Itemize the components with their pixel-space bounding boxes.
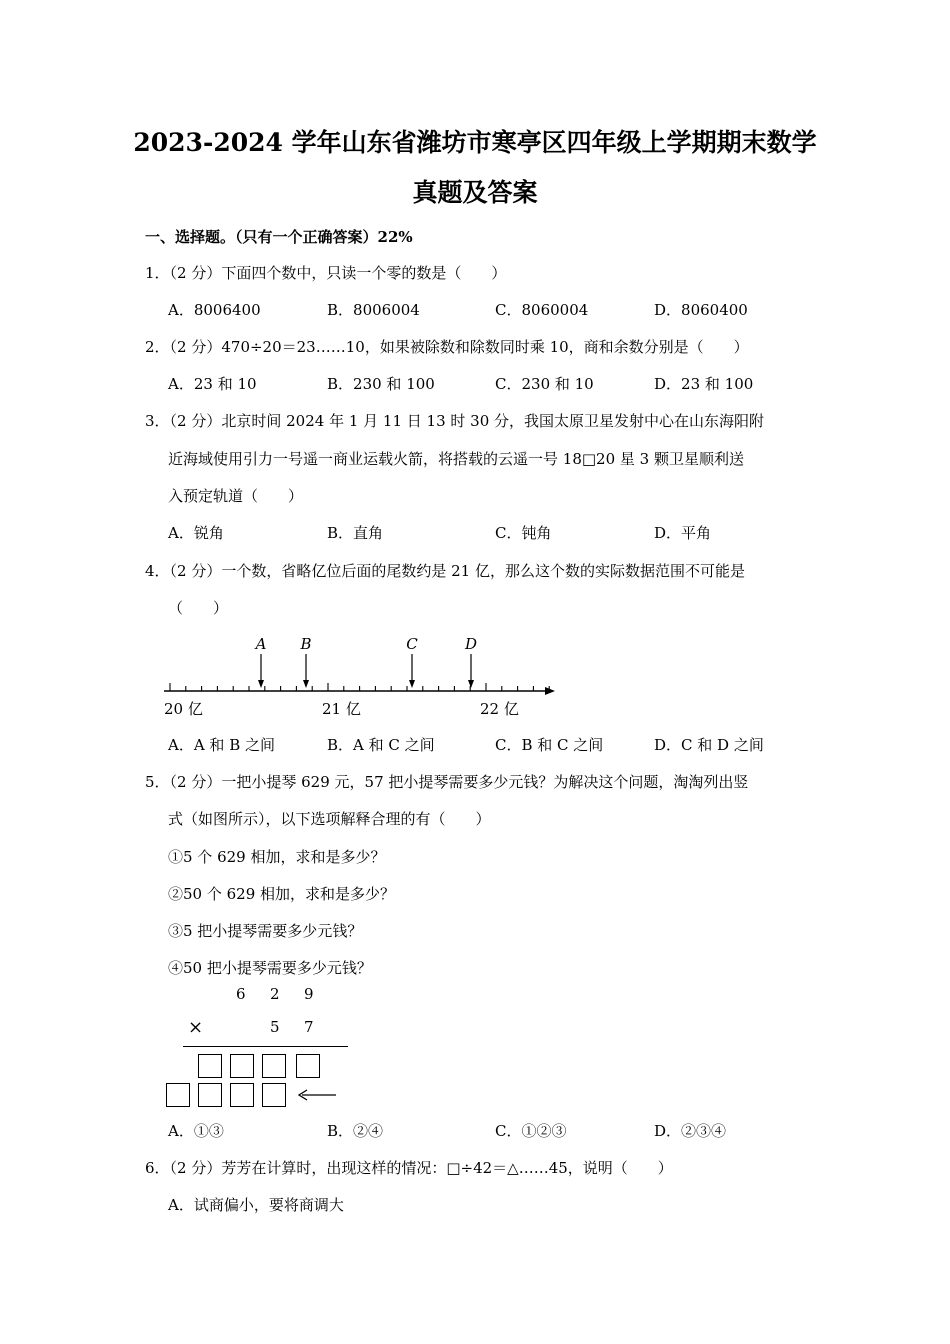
- q3-option-d: D．平角: [654, 524, 712, 542]
- q5-option-c: C．①②③: [495, 1122, 567, 1140]
- point-c-marker: [406, 635, 418, 688]
- tick-label-22: 22 亿: [480, 700, 519, 718]
- tick-label-21: 21 亿: [322, 700, 361, 718]
- q5-option-a: A．①③: [168, 1122, 224, 1140]
- q6-option-a: A．试商偏小，要将商调大: [168, 1196, 344, 1214]
- q4-option-b: B．A 和 C 之间: [327, 736, 435, 754]
- section-heading: 一、选择题。（只有一个正确答案）22%: [145, 228, 413, 246]
- top-digit-6: 6: [236, 985, 246, 1003]
- bottom-digit-5: 5: [270, 1018, 280, 1036]
- tick-label-20: 20 亿: [164, 700, 203, 718]
- q3-option-c: C．钝角: [495, 524, 552, 542]
- q1-option-a: A．8006400: [168, 301, 261, 319]
- question-3-stem-line1: 3．（2 分）北京时间 2024 年 1 月 11 日 13 时 30 分，我国太原卫星发射中心在山东海阳附: [145, 412, 765, 430]
- answer-box: [262, 1054, 286, 1078]
- q4-option-c: C．B 和 C 之间: [495, 736, 604, 754]
- q5-option-d: D．②③④: [654, 1122, 727, 1140]
- top-digit-2: 2: [270, 985, 280, 1003]
- calc-underline: [183, 1046, 348, 1047]
- q5-option-b: B．②④: [327, 1122, 384, 1140]
- page-title: 2023-2024 学年山东省潍坊市寒亭区四年级上学期期末数学: [133, 128, 817, 157]
- q3-option-a: A．锐角: [168, 524, 224, 542]
- number-line-figure: [160, 628, 570, 723]
- question-4-stem-line2: （ ）: [168, 599, 229, 617]
- q4-option-d: D．C 和 D 之间: [654, 736, 764, 754]
- q5-statement-3: ③5 把小提琴需要多少元钱？: [168, 922, 363, 940]
- q4-option-a: A．A 和 B 之间: [168, 736, 275, 754]
- point-b-marker: [299, 635, 311, 688]
- question-4-stem-line1: 4．（2 分）一个数，省略亿位后面的尾数约是 21 亿，那么这个数的实际数据范围不可能是: [145, 562, 745, 580]
- point-label-c: C: [406, 635, 418, 653]
- question-3-stem-line3: 入预定轨道（ ）: [168, 487, 304, 505]
- q2-option-b: B．230 和 100: [327, 375, 435, 393]
- q5-statement-1: ①5 个 629 相加，求和是多少？: [168, 848, 386, 866]
- bottom-digit-7: 7: [304, 1018, 314, 1036]
- point-label-a: A: [255, 635, 267, 653]
- q2-option-c: C．230 和 10: [495, 375, 594, 393]
- question-5-stem-line1: 5．（2 分）一把小提琴 629 元，57 把小提琴需要多少元钱？为解决这个问题，淘淘列出竖: [145, 773, 749, 791]
- question-5-stem-line2: 式（如图所示），以下选项解释合理的有（ ）: [168, 810, 491, 828]
- q1-option-c: C．8060004: [495, 301, 589, 319]
- top-digit-9: 9: [304, 985, 314, 1003]
- answer-box: [166, 1083, 190, 1107]
- answer-box: [296, 1054, 320, 1078]
- multiply-sign: ×: [188, 1017, 204, 1038]
- q1-option-b: B．8006004: [327, 301, 420, 319]
- point-label-d: D: [464, 635, 478, 653]
- left-arrow-icon: [296, 1088, 340, 1102]
- q2-option-d: D．23 和 100: [654, 375, 754, 393]
- q5-statement-4: ④50 把小提琴需要多少元钱？: [168, 959, 372, 977]
- q5-statement-2: ②50 个 629 相加，求和是多少？: [168, 885, 396, 903]
- number-line-ticks: [170, 683, 549, 691]
- answer-box: [198, 1054, 222, 1078]
- question-3-stem-line2: 近海域使用引力一号遥一商业运载火箭，将搭载的云遥一号 18□20 星 3 颗卫星顺利送: [168, 450, 744, 468]
- page-title-line2: 真题及答案: [412, 178, 538, 207]
- point-a-marker: [254, 635, 267, 688]
- question-1-stem: 1．（2 分）下面四个数中，只读一个零的数是（ ）: [145, 264, 507, 282]
- point-d-marker: [464, 635, 477, 688]
- answer-box: [198, 1083, 222, 1107]
- q1-option-d: D．8060400: [654, 301, 748, 319]
- answer-box: [230, 1083, 254, 1107]
- number-line-arrowhead: [545, 687, 555, 695]
- question-6-stem: 6．（2 分）芳芳在计算时，出现这样的情况：□÷42＝△……45，说明（ ）: [145, 1159, 673, 1177]
- point-label-b: B: [300, 635, 312, 653]
- q3-option-b: B．直角: [327, 524, 384, 542]
- question-2-stem: 2．（2 分）470÷20＝23……10，如果被除数和除数同时乘 10，商和余数分别是（ ）: [145, 338, 749, 356]
- q2-option-a: A．23 和 10: [168, 375, 257, 393]
- answer-box: [230, 1054, 254, 1078]
- answer-box: [262, 1083, 286, 1107]
